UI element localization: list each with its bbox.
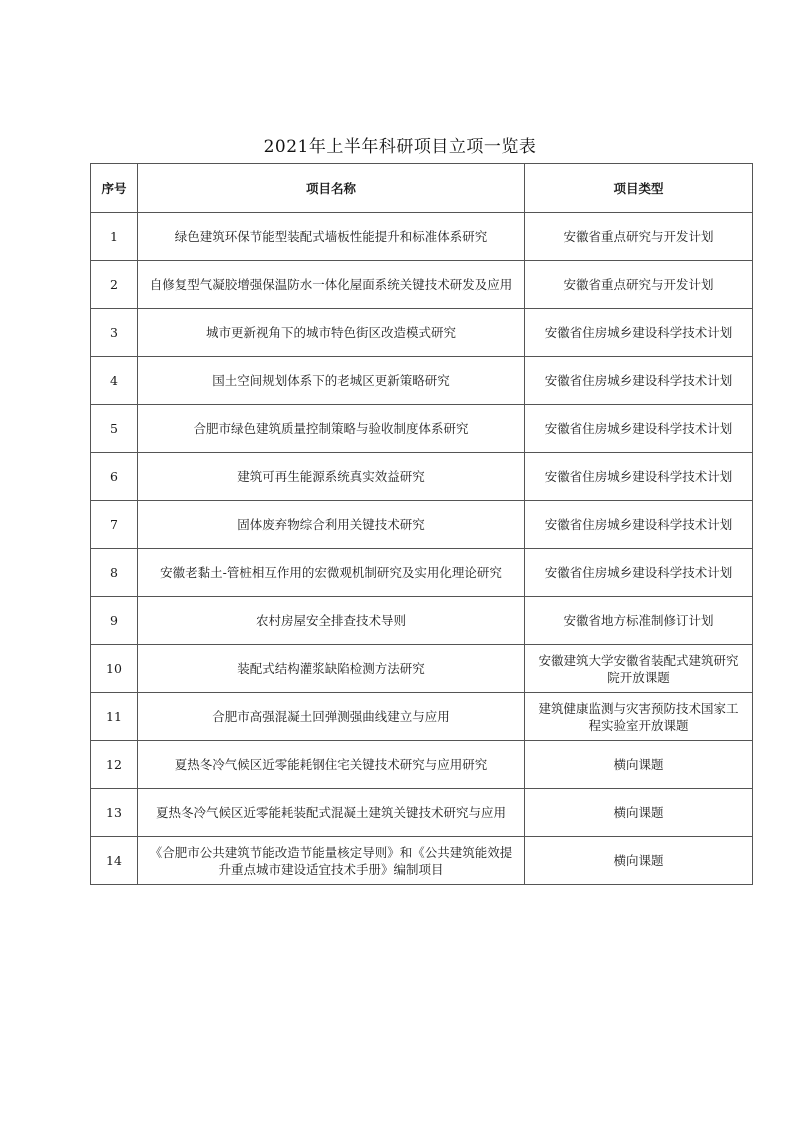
table-row xyxy=(91,261,753,309)
cell-project-name: 农村房屋安全排查技术导则 xyxy=(138,597,525,645)
cell-number: 13 xyxy=(91,789,138,837)
cell-number: 14 xyxy=(91,837,138,885)
table-row xyxy=(91,597,753,645)
cell-number: 11 xyxy=(91,693,138,741)
cell-project-name: 国土空间规划体系下的老城区更新策略研究 xyxy=(138,357,525,405)
cell-number: 6 xyxy=(91,453,138,501)
cell-number: 4 xyxy=(91,357,138,405)
table-row xyxy=(91,213,753,261)
project-table xyxy=(90,163,753,885)
cell-project-name: 《合肥市公共建筑节能改造节能量核定导则》和《公共建筑能效提升重点城市建设适宜技术手册》编制项目 xyxy=(138,837,525,885)
table-header-row xyxy=(91,164,753,213)
project-table-container xyxy=(90,163,752,885)
cell-project-name: 城市更新视角下的城市特色街区改造模式研究 xyxy=(138,309,525,357)
table-row xyxy=(91,837,753,885)
table-row xyxy=(91,693,753,741)
cell-project-type: 安徽省住房城乡建设科学技术计划 xyxy=(525,453,753,501)
cell-number: 10 xyxy=(91,645,138,693)
cell-number: 1 xyxy=(91,213,138,261)
cell-project-type: 横向课题 xyxy=(525,789,753,837)
cell-number: 9 xyxy=(91,597,138,645)
cell-project-name: 自修复型气凝胶增强保温防水一体化屋面系统关键技术研发及应用 xyxy=(138,261,525,309)
cell-project-type: 安徽建筑大学安徽省装配式建筑研究院开放课题 xyxy=(525,645,753,693)
cell-project-type: 安徽省地方标准制修订计划 xyxy=(525,597,753,645)
table-row xyxy=(91,453,753,501)
cell-number: 8 xyxy=(91,549,138,597)
cell-project-name: 安徽老黏土-管桩相互作用的宏微观机制研究及实用化理论研究 xyxy=(138,549,525,597)
table-row xyxy=(91,549,753,597)
table-row xyxy=(91,357,753,405)
page-title: 2021年上半年科研项目立项一览表 xyxy=(263,137,537,157)
table-row xyxy=(91,645,753,693)
header-project-type: 项目类型 xyxy=(525,164,753,213)
cell-project-type: 安徽省住房城乡建设科学技术计划 xyxy=(525,405,753,453)
cell-project-name: 合肥市高强混凝土回弹测强曲线建立与应用 xyxy=(138,693,525,741)
cell-number: 5 xyxy=(91,405,138,453)
cell-project-name: 夏热冬冷气候区近零能耗钢住宅关键技术研究与应用研究 xyxy=(138,741,525,789)
cell-project-type: 安徽省重点研究与开发计划 xyxy=(525,261,753,309)
cell-project-name: 装配式结构灌浆缺陷检测方法研究 xyxy=(138,645,525,693)
cell-project-type: 安徽省住房城乡建设科学技术计划 xyxy=(525,357,753,405)
cell-number: 7 xyxy=(91,501,138,549)
cell-project-type: 建筑健康监测与灾害预防技术国家工程实验室开放课题 xyxy=(525,693,753,741)
cell-project-name: 绿色建筑环保节能型装配式墙板性能提升和标准体系研究 xyxy=(138,213,525,261)
cell-project-name: 夏热冬冷气候区近零能耗装配式混凝土建筑关键技术研究与应用 xyxy=(138,789,525,837)
cell-project-name: 合肥市绿色建筑质量控制策略与验收制度体系研究 xyxy=(138,405,525,453)
table-row xyxy=(91,309,753,357)
table-row xyxy=(91,405,753,453)
cell-project-name: 建筑可再生能源系统真实效益研究 xyxy=(138,453,525,501)
cell-project-type: 安徽省住房城乡建设科学技术计划 xyxy=(525,549,753,597)
cell-project-type: 安徽省重点研究与开发计划 xyxy=(525,213,753,261)
header-number: 序号 xyxy=(91,164,138,213)
cell-number: 3 xyxy=(91,309,138,357)
table-row xyxy=(91,741,753,789)
cell-project-type: 安徽省住房城乡建设科学技术计划 xyxy=(525,309,753,357)
cell-number: 12 xyxy=(91,741,138,789)
cell-project-type: 横向课题 xyxy=(525,837,753,885)
header-project-name: 项目名称 xyxy=(138,164,525,213)
cell-number: 2 xyxy=(91,261,138,309)
table-row xyxy=(91,789,753,837)
cell-project-name: 固体废弃物综合利用关键技术研究 xyxy=(138,501,525,549)
cell-project-type: 横向课题 xyxy=(525,741,753,789)
table-row xyxy=(91,501,753,549)
cell-project-type: 安徽省住房城乡建设科学技术计划 xyxy=(525,501,753,549)
